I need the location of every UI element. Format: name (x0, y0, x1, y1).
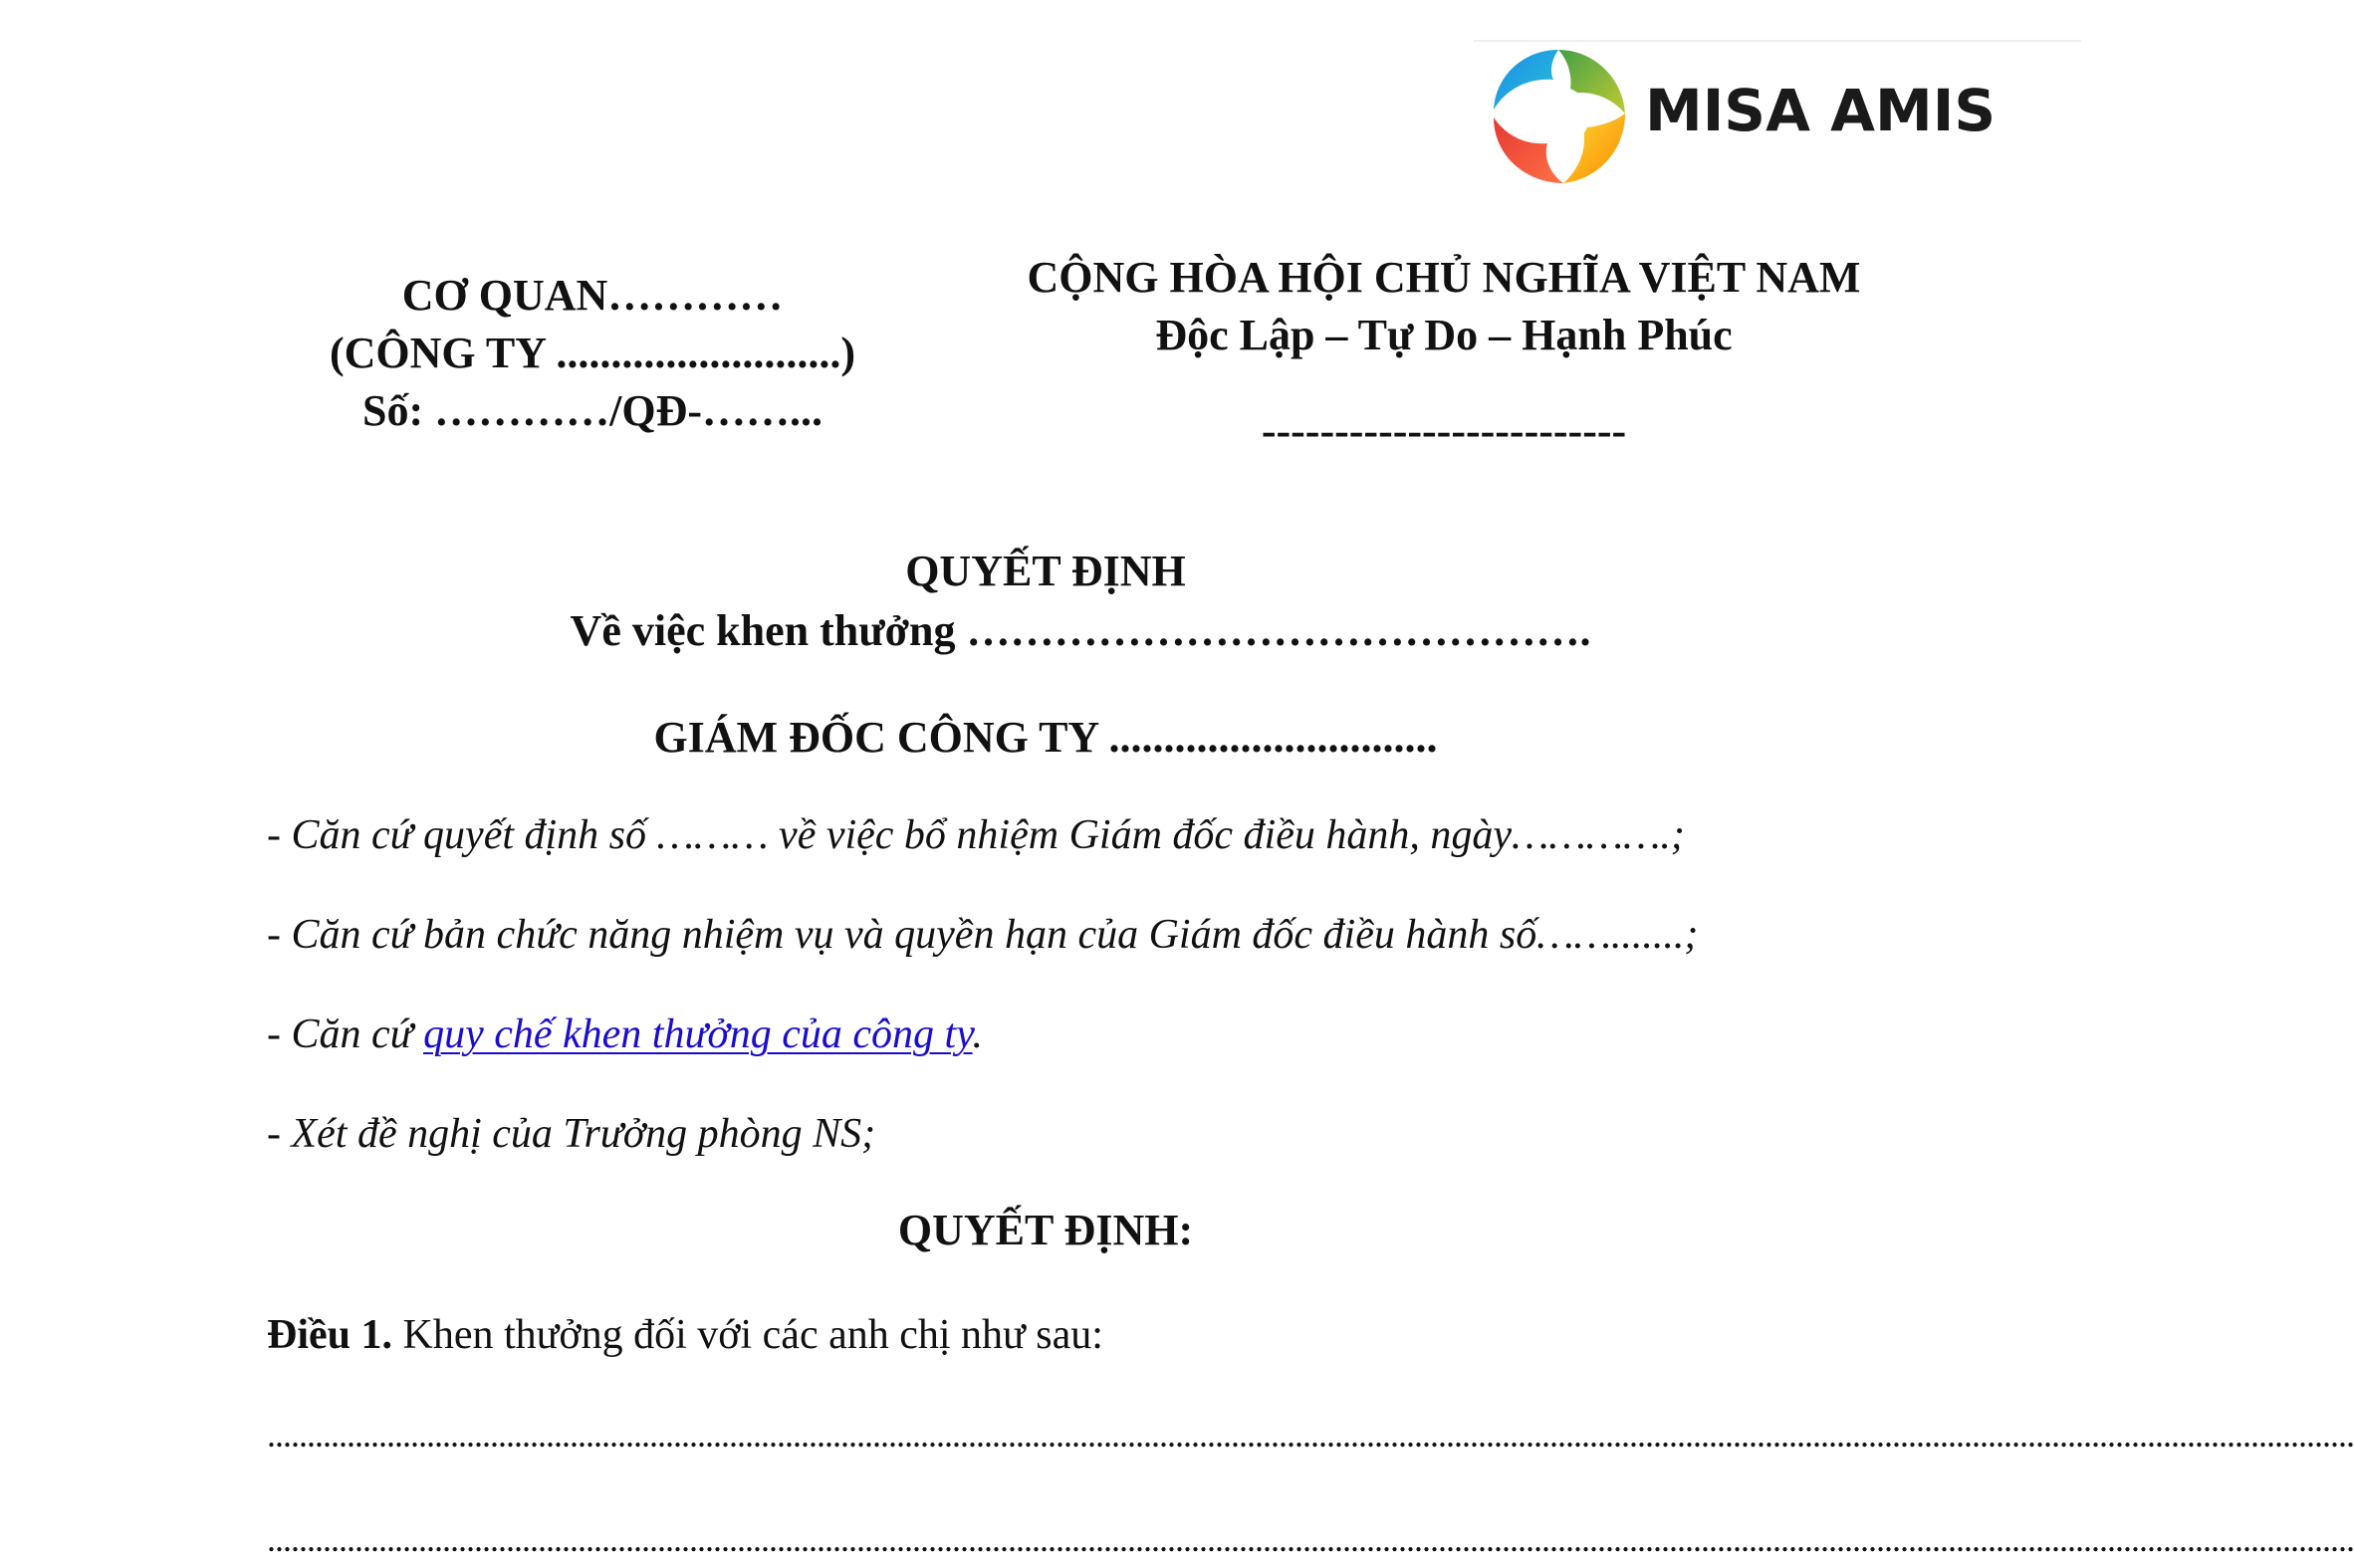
company-name: (CÔNG TY ..........................) (330, 329, 855, 377)
document-number: Số: …………/QĐ-……... (362, 386, 823, 435)
fill-line-1: ...................................................................................................................................................................................................................................................................... (267, 1415, 2354, 1455)
header-separator: ------------------------- (1261, 406, 1627, 455)
basis-item-3 (267, 1010, 983, 1058)
national-title: CỘNG HÒA HỘI CHỦ NGHĨA VIỆT NAM (1027, 253, 1861, 302)
national-motto: Độc Lập – Tự Do – Hạnh Phúc (1155, 311, 1733, 359)
decision-title: QUYẾT ĐỊNH (905, 547, 1186, 595)
article-1 (267, 1311, 1103, 1359)
reward-policy-link[interactable]: quy chế khen thưởng của công ty (423, 1011, 973, 1057)
decision-subject: Về việc khen thưởng ……………………………………. (570, 606, 1591, 655)
basis-item-4: - Xét đề nghị của Trưởng phòng NS; (267, 1111, 876, 1157)
misa-swirl-logo-icon (1484, 42, 1633, 191)
decision-heading: QUYẾT ĐỊNH: (897, 1206, 1194, 1254)
misa-amis-logo (1484, 42, 2101, 191)
logo-wordmark: MISA AMIS (1645, 77, 1997, 144)
agency-header (299, 267, 886, 440)
article-1-label: Điều 1. (267, 1312, 392, 1358)
basis-item-3-suffix: . (972, 1011, 984, 1057)
article-1-text: Khen thưởng đối với các anh chị như sau: (392, 1312, 1103, 1358)
basis-item-1: - Căn cứ quyết định số ……… về việc bổ nhiệm Giám đốc điều hành, ngày………….; (267, 812, 1685, 858)
basis-item-3-prefix: - Căn cứ (267, 1011, 424, 1057)
issuing-authority: GIÁM ĐỐC CÔNG TY .............................. (653, 713, 1438, 762)
agency-name: CƠ QUAN………… (401, 271, 784, 320)
fill-line-2: ...................................................................................................................................................................................................................................................................... (267, 1519, 2354, 1559)
national-header (1006, 249, 1882, 460)
basis-item-2: - Căn cứ bản chức năng nhiệm vụ và quyền hạn của Giám đốc điều hành số…….......; (267, 912, 1699, 958)
